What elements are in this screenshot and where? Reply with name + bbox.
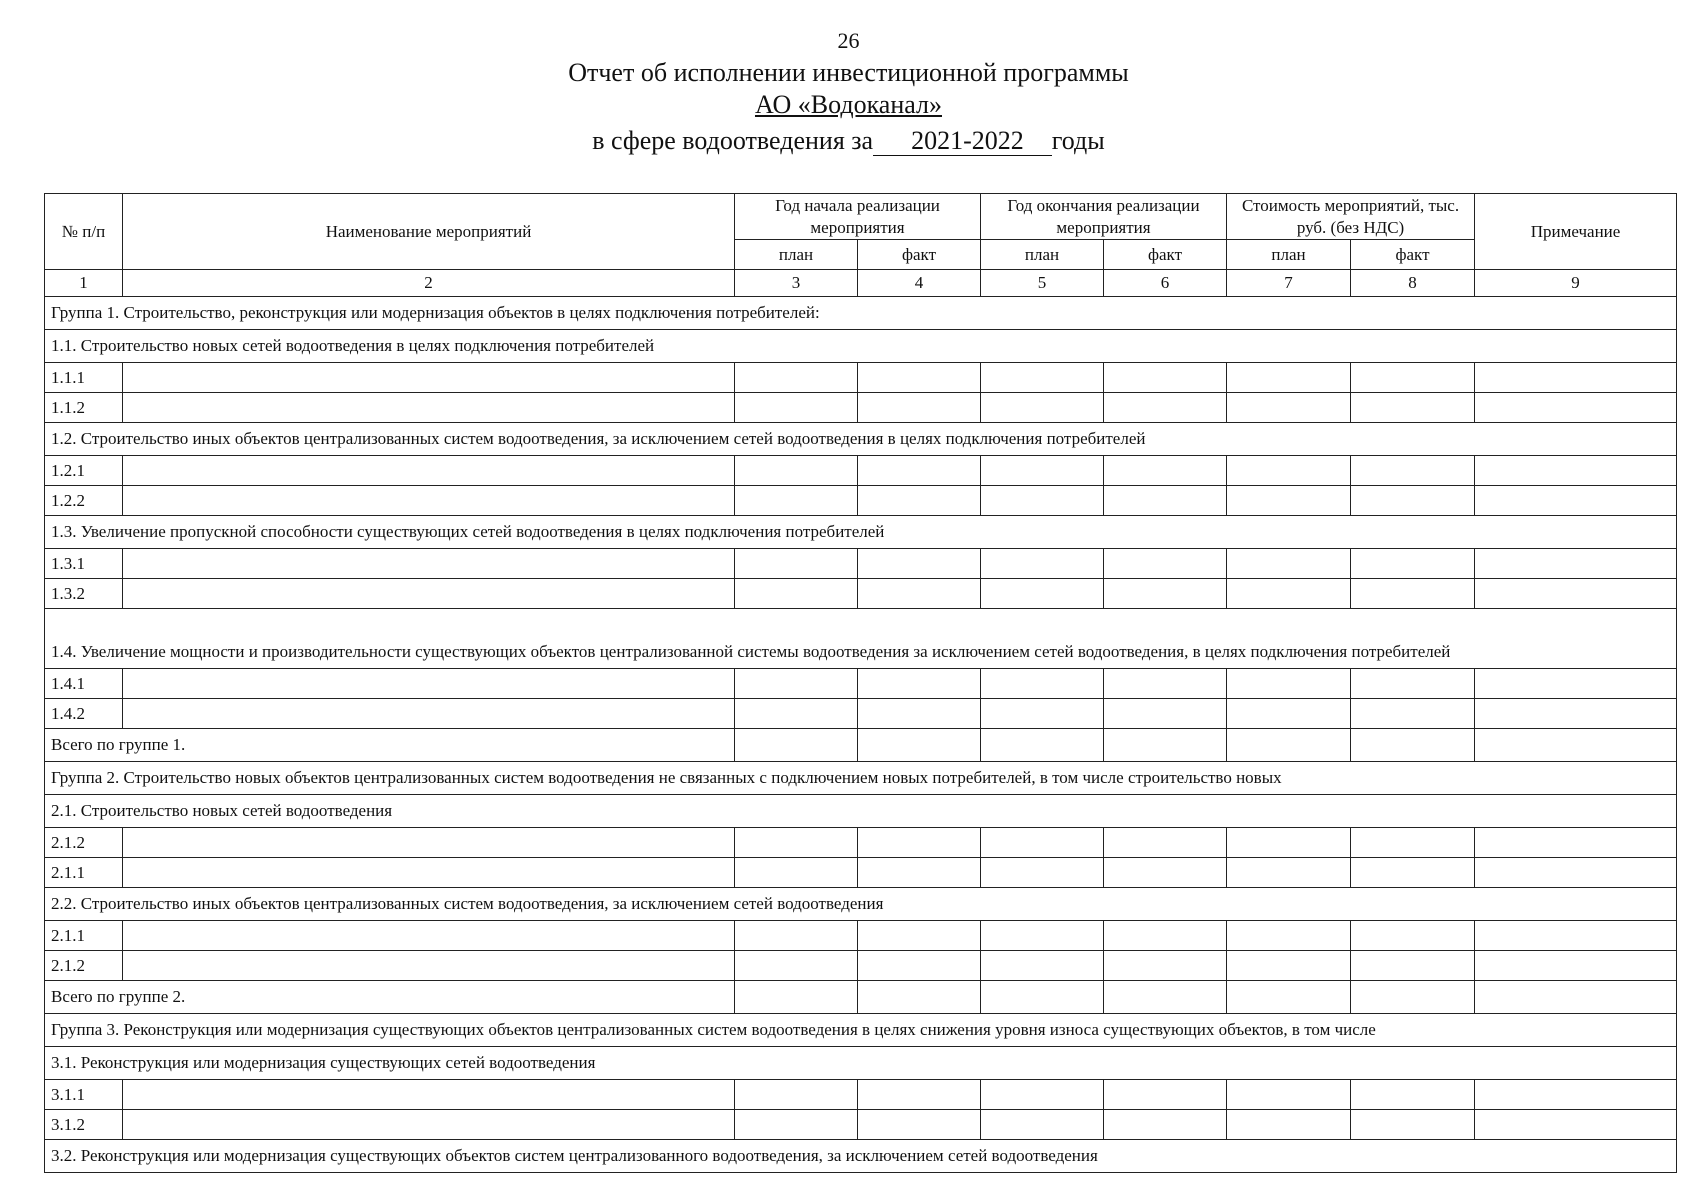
empty-cell — [858, 486, 981, 516]
empty-cell — [1104, 699, 1227, 729]
empty-cell — [1351, 486, 1475, 516]
empty-cell — [123, 549, 735, 579]
period-suffix: годы — [1051, 126, 1105, 155]
empty-cell — [1104, 858, 1227, 888]
empty-cell — [981, 951, 1104, 981]
empty-cell — [735, 699, 858, 729]
empty-cell — [735, 1080, 858, 1110]
empty-cell — [123, 393, 735, 423]
section-row — [45, 423, 1677, 456]
table-row — [45, 1080, 1677, 1110]
column-number: 3 — [735, 270, 858, 297]
empty-cell — [1475, 549, 1677, 579]
empty-cell — [1475, 1080, 1677, 1110]
empty-cell — [1475, 699, 1677, 729]
empty-cell — [1351, 669, 1475, 699]
table-row — [45, 951, 1677, 981]
column-number: 6 — [1104, 270, 1227, 297]
empty-cell — [1475, 579, 1677, 609]
empty-cell — [735, 456, 858, 486]
table-row — [45, 699, 1677, 729]
empty-cell — [1351, 828, 1475, 858]
empty-cell — [1104, 729, 1227, 762]
empty-cell — [1104, 669, 1227, 699]
empty-cell — [1227, 1110, 1351, 1140]
section-row — [45, 516, 1677, 549]
header-num: № п/п — [45, 194, 123, 270]
section-title: 2.1. Строительство новых сетей водоотведения — [45, 795, 1677, 828]
section-row — [45, 1140, 1677, 1173]
group-total-row — [45, 981, 1677, 1014]
section-row — [45, 1047, 1677, 1080]
empty-cell — [858, 729, 981, 762]
empty-cell — [858, 1110, 981, 1140]
empty-cell — [1351, 456, 1475, 486]
empty-cell — [1475, 1110, 1677, 1140]
empty-cell — [981, 579, 1104, 609]
empty-cell — [1351, 858, 1475, 888]
section-row — [45, 762, 1677, 795]
group-total-label: Всего по группе 2. — [45, 981, 735, 1014]
empty-cell — [981, 858, 1104, 888]
column-number: 1 — [45, 270, 123, 297]
empty-cell — [1475, 828, 1677, 858]
empty-cell — [858, 363, 981, 393]
empty-cell — [1104, 828, 1227, 858]
empty-cell — [735, 579, 858, 609]
column-number: 4 — [858, 270, 981, 297]
table-row — [45, 486, 1677, 516]
empty-cell — [735, 981, 858, 1014]
empty-cell — [1351, 699, 1475, 729]
empty-cell — [1104, 981, 1227, 1014]
table-row — [45, 669, 1677, 699]
section-row — [45, 330, 1677, 363]
empty-cell — [1104, 486, 1227, 516]
header-end-fact: факт — [1104, 240, 1227, 270]
section-title: 1.3. Увеличение пропускной способности существующих сетей водоотведения в целях подключения потребителей — [45, 516, 1677, 549]
table-row — [45, 1110, 1677, 1140]
empty-cell — [735, 828, 858, 858]
empty-cell — [735, 951, 858, 981]
column-number: 2 — [123, 270, 735, 297]
empty-cell — [1475, 486, 1677, 516]
empty-cell — [735, 393, 858, 423]
empty-cell — [1104, 579, 1227, 609]
empty-cell — [123, 1110, 735, 1140]
empty-cell — [981, 393, 1104, 423]
empty-cell — [735, 921, 858, 951]
investment-program-table — [44, 193, 1677, 1173]
empty-cell — [735, 669, 858, 699]
empty-cell — [1104, 951, 1227, 981]
section-title: 1.4. Увеличение мощности и производительности существующих объектов централизованной системы водоотведения за исключением сетей водоотведения, в целях подключения потребителей — [45, 609, 1677, 669]
row-number: 3.1.2 — [45, 1110, 123, 1140]
header-end-plan: план — [981, 240, 1104, 270]
row-number: 2.1.1 — [45, 858, 123, 888]
empty-cell — [1104, 1080, 1227, 1110]
header-cost-plan: план — [1227, 240, 1351, 270]
empty-cell — [1227, 729, 1351, 762]
section-row — [45, 795, 1677, 828]
row-number: 2.1.2 — [45, 828, 123, 858]
row-number: 3.1.1 — [45, 1080, 123, 1110]
row-number: 1.3.1 — [45, 549, 123, 579]
table-row — [45, 828, 1677, 858]
empty-cell — [123, 951, 735, 981]
empty-cell — [981, 729, 1104, 762]
empty-cell — [1351, 549, 1475, 579]
empty-cell — [1227, 393, 1351, 423]
header-note: Примечание — [1475, 194, 1677, 270]
empty-cell — [1475, 981, 1677, 1014]
empty-cell — [1351, 363, 1475, 393]
empty-cell — [1104, 456, 1227, 486]
section-row — [45, 1014, 1677, 1047]
group-total-label: Всего по группе 1. — [45, 729, 735, 762]
group-total-row — [45, 729, 1677, 762]
header-start-fact: факт — [858, 240, 981, 270]
empty-cell — [1351, 729, 1475, 762]
empty-cell — [858, 549, 981, 579]
section-title: Группа 3. Реконструкция или модернизация существующих объектов централизованных систем водоотведения в целях снижения уровня износа существующих объектов, в том числе — [45, 1014, 1677, 1047]
column-number-row — [45, 270, 1677, 297]
empty-cell — [981, 981, 1104, 1014]
empty-cell — [123, 699, 735, 729]
empty-cell — [1104, 363, 1227, 393]
empty-cell — [1227, 486, 1351, 516]
empty-cell — [981, 1080, 1104, 1110]
empty-cell — [981, 486, 1104, 516]
empty-cell — [1227, 579, 1351, 609]
empty-cell — [1227, 1080, 1351, 1110]
empty-cell — [858, 858, 981, 888]
period-value: 2021-2022 — [873, 127, 1052, 156]
empty-cell — [123, 828, 735, 858]
empty-cell — [735, 363, 858, 393]
section-title: 3.1. Реконструкция или модернизация существующих сетей водоотведения — [45, 1047, 1677, 1080]
section-title: 2.2. Строительство иных объектов централизованных систем водоотведения, за исключением сетей водоотведения — [45, 888, 1677, 921]
row-number: 1.4.2 — [45, 699, 123, 729]
table-row — [45, 456, 1677, 486]
empty-cell — [123, 486, 735, 516]
empty-cell — [1227, 951, 1351, 981]
column-number: 7 — [1227, 270, 1351, 297]
empty-cell — [981, 699, 1104, 729]
empty-cell — [1104, 393, 1227, 423]
row-number: 1.2.1 — [45, 456, 123, 486]
table-row — [45, 363, 1677, 393]
column-number: 5 — [981, 270, 1104, 297]
empty-cell — [1475, 393, 1677, 423]
empty-cell — [1227, 456, 1351, 486]
section-row — [45, 297, 1677, 330]
row-number: 2.1.2 — [45, 951, 123, 981]
empty-cell — [123, 921, 735, 951]
section-title: Группа 1. Строительство, реконструкция или модернизация объектов в целях подключения потребителей: — [45, 297, 1677, 330]
column-number: 9 — [1475, 270, 1677, 297]
empty-cell — [858, 393, 981, 423]
empty-cell — [1227, 669, 1351, 699]
empty-cell — [1104, 1110, 1227, 1140]
empty-cell — [858, 981, 981, 1014]
empty-cell — [981, 669, 1104, 699]
empty-cell — [858, 669, 981, 699]
row-number: 1.1.2 — [45, 393, 123, 423]
empty-cell — [123, 1080, 735, 1110]
empty-cell — [735, 858, 858, 888]
empty-cell — [123, 858, 735, 888]
empty-cell — [1475, 729, 1677, 762]
empty-cell — [1104, 549, 1227, 579]
empty-cell — [858, 699, 981, 729]
empty-cell — [981, 549, 1104, 579]
empty-cell — [858, 579, 981, 609]
empty-cell — [123, 456, 735, 486]
table-body — [45, 297, 1677, 1173]
empty-cell — [858, 921, 981, 951]
empty-cell — [1351, 951, 1475, 981]
empty-cell — [1227, 363, 1351, 393]
empty-cell — [1227, 981, 1351, 1014]
report-period-line — [0, 126, 1697, 156]
empty-cell — [858, 951, 981, 981]
table-row — [45, 579, 1677, 609]
row-number: 2.1.1 — [45, 921, 123, 951]
table-row — [45, 921, 1677, 951]
row-number: 1.2.2 — [45, 486, 123, 516]
header-end-year: Год окончания реализации мероприятия — [981, 194, 1227, 240]
empty-cell — [1351, 393, 1475, 423]
section-title: 3.2. Реконструкция или модернизация существующих объектов систем централизованного водоотведения, за исключением сетей водоотведения — [45, 1140, 1677, 1173]
section-title: 1.1. Строительство новых сетей водоотведения в целях подключения потребителей — [45, 330, 1677, 363]
empty-cell — [1227, 858, 1351, 888]
empty-cell — [1351, 1080, 1475, 1110]
organization-name — [0, 90, 1697, 120]
table-row — [45, 858, 1677, 888]
section-row — [45, 888, 1677, 921]
table-row — [45, 393, 1677, 423]
empty-cell — [1351, 981, 1475, 1014]
header-name: Наименование мероприятий — [123, 194, 735, 270]
organization-name-text: АО «Водоканал» — [754, 90, 942, 119]
page-number: 26 — [837, 28, 860, 53]
header-cost: Стоимость мероприятий, тыс. руб. (без НДС) — [1227, 194, 1475, 240]
empty-cell — [1227, 921, 1351, 951]
empty-cell — [1351, 921, 1475, 951]
section-row — [45, 609, 1677, 669]
row-number: 1.3.2 — [45, 579, 123, 609]
empty-cell — [981, 828, 1104, 858]
empty-cell — [735, 729, 858, 762]
section-title: 1.2. Строительство иных объектов централизованных систем водоотведения, за исключением сетей водоотведения в целях подключения потребителей — [45, 423, 1677, 456]
empty-cell — [981, 1110, 1104, 1140]
empty-cell — [123, 363, 735, 393]
empty-cell — [735, 486, 858, 516]
empty-cell — [981, 363, 1104, 393]
empty-cell — [1227, 699, 1351, 729]
column-number: 8 — [1351, 270, 1475, 297]
header-start-year: Год начала реализации мероприятия — [735, 194, 981, 240]
row-number: 1.1.1 — [45, 363, 123, 393]
empty-cell — [1351, 579, 1475, 609]
empty-cell — [1475, 363, 1677, 393]
empty-cell — [981, 456, 1104, 486]
empty-cell — [858, 1080, 981, 1110]
empty-cell — [1351, 1110, 1475, 1140]
report-title: Отчет об исполнении инвестиционной программы — [568, 58, 1129, 87]
table-row — [45, 549, 1677, 579]
empty-cell — [858, 456, 981, 486]
empty-cell — [1475, 921, 1677, 951]
empty-cell — [1227, 549, 1351, 579]
empty-cell — [1104, 921, 1227, 951]
empty-cell — [123, 579, 735, 609]
header-cost-fact: факт — [1351, 240, 1475, 270]
empty-cell — [1227, 828, 1351, 858]
row-number: 1.4.1 — [45, 669, 123, 699]
header-start-plan: план — [735, 240, 858, 270]
empty-cell — [123, 669, 735, 699]
empty-cell — [1475, 669, 1677, 699]
empty-cell — [1475, 858, 1677, 888]
section-title: Группа 2. Строительство новых объектов централизованных систем водоотведения не связанных с подключением новых потребителей, в том числе строительство новых — [45, 762, 1677, 795]
empty-cell — [735, 549, 858, 579]
empty-cell — [735, 1110, 858, 1140]
empty-cell — [1475, 951, 1677, 981]
empty-cell — [858, 828, 981, 858]
period-prefix: в сфере водоотведения за — [592, 126, 874, 155]
empty-cell — [981, 921, 1104, 951]
empty-cell — [1475, 456, 1677, 486]
